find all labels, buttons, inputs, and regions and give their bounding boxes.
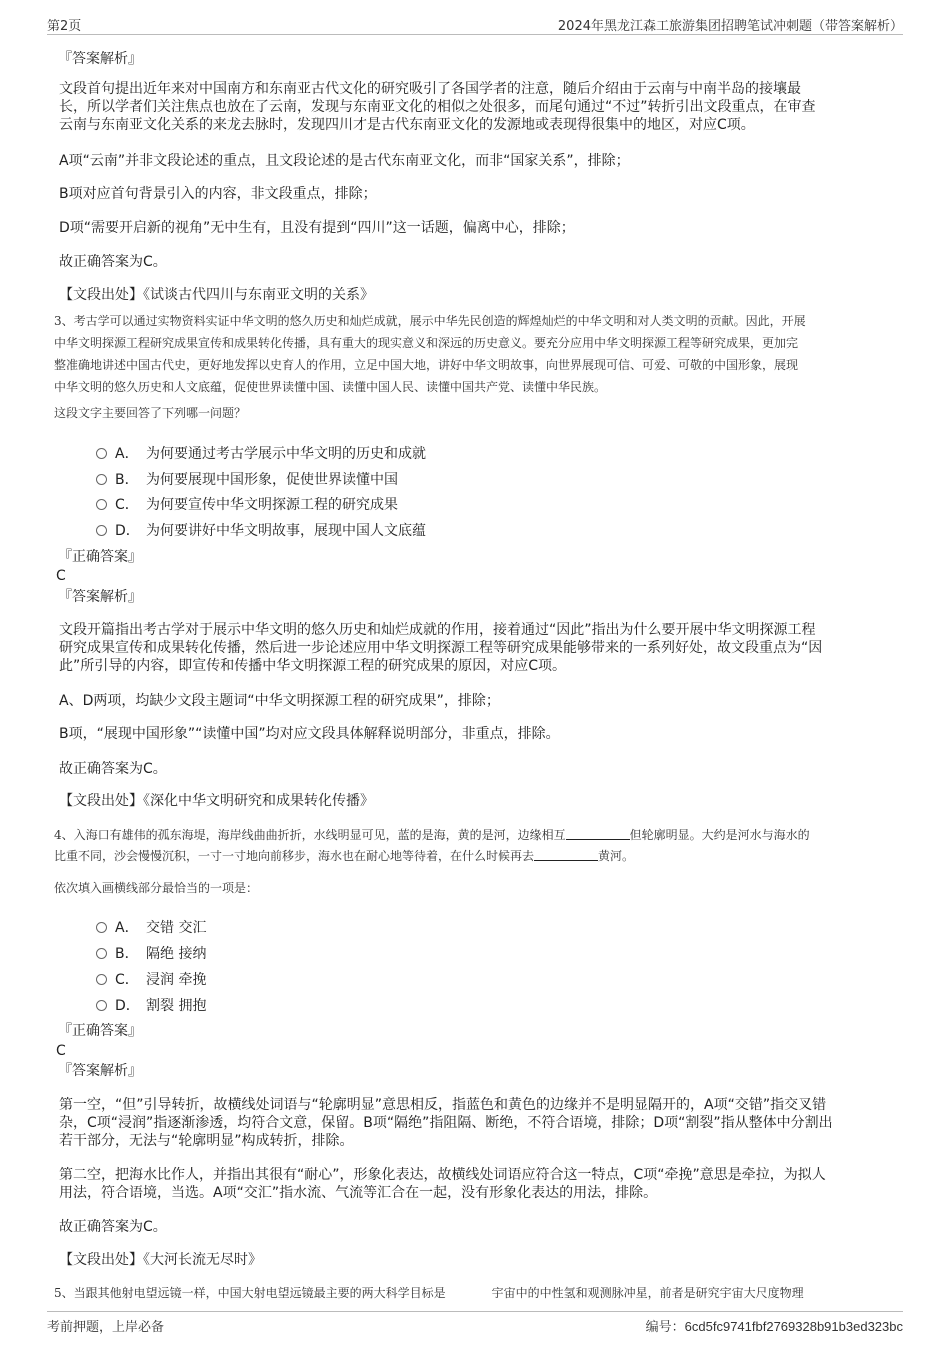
option-text: 为何要通过考古学展示中华文明的历史和成就: [146, 446, 426, 462]
q3-question-text: [54, 310, 899, 398]
q4-conclusion: 故正确答案为C。: [59, 1219, 167, 1235]
radio-icon[interactable]: [96, 1000, 107, 1011]
q4-option-b[interactable]: [96, 943, 206, 963]
option-key: C．: [115, 497, 139, 513]
q4-option-c[interactable]: [96, 969, 206, 989]
document-title: 2024年黑龙江森工旅游集团招聘笔试冲刺题（带答案解析）: [557, 19, 903, 34]
q4-analysis-line: 若干部分，无法与“轮廓明显”构成转折，排除。: [59, 1133, 354, 1149]
q2-analysis-line: 长，所以学者们关注焦点也放在了云南，发现与东南亚文化的相似之处很多，而尾句通过“不过”转折引出文段重点，在审查: [59, 99, 816, 115]
q5-question-text: [54, 1282, 804, 1304]
q3-note-ad: A、D两项，均缺少文段主题词“中华文明探源工程的研究成果”，排除；: [59, 693, 500, 709]
option-text: 为何要宣传中华文明探源工程的研究成果: [146, 497, 398, 513]
q4-text-part: 4、入海口有雄伟的孤东海堤，海岸线曲曲折折，水线明显可见，蓝的是海，黄的是河，边缘相互: [54, 828, 566, 842]
q3-analysis-label: 『答案解析』: [58, 589, 142, 605]
radio-icon[interactable]: [96, 499, 107, 510]
option-key: B．: [115, 946, 139, 962]
q4-source: 【文段出处】《大河长流无尽时》: [59, 1252, 262, 1268]
q3-option-a[interactable]: [96, 443, 426, 463]
q4-option-a[interactable]: [96, 917, 206, 937]
radio-icon[interactable]: [96, 474, 107, 485]
q2-source: 【文段出处】《试谈古代四川与东南亚文明的关系》: [59, 287, 374, 303]
q3-prompt: 这段文字主要回答了下列哪一问题？: [54, 406, 247, 420]
q3-text-line: 中华文明探源工程研究成果宣传和成果转化传播，具有重大的现实意义和深远的历史意义。要充分应用中华文明探源工程等研究成果，更加完: [54, 336, 799, 350]
fill-blank-1: [566, 827, 630, 840]
radio-icon[interactable]: [96, 525, 107, 536]
q3-option-b[interactable]: [96, 469, 398, 489]
option-key: B．: [115, 472, 139, 488]
q4-text-part: 但轮廓明显。大约是河水与海水的: [629, 828, 810, 842]
q3-text-line: 整准确地讲述中国古代史，更好地发挥以史育人的作用，立足中国大地，讲好中华文明故事，向世界展现可信、可爱、可敬的中国形象，展现: [54, 358, 799, 372]
option-key: C．: [115, 972, 139, 988]
option-text: 浸润 牵挽: [146, 972, 207, 988]
q3-option-c[interactable]: [96, 494, 398, 514]
fill-blank-2: [534, 848, 598, 861]
q4-analysis-line: 用法，符合语境，当选。A项“交汇”指水流、气流等汇合在一起，没有形象化表达的用法，排除。: [59, 1185, 658, 1201]
q2-note-b: B项对应首句背景引入的内容，非文段重点，排除；: [59, 186, 377, 202]
q3-text-line: 3、考古学可以通过实物资料实证中华文明的悠久历史和灿烂成就，展示中华先民创造的辉煌灿烂的中华文明和对人类文明的贡献。因此，开展: [54, 314, 806, 328]
q4-text-line-2: [54, 845, 634, 867]
q4-analysis-line: 第一空，“但”引导转折，故横线处词语与“轮廓明显”意思相反，指蓝色和黄色的边缘并不是明显隔开的，A项“交错”指交叉错: [59, 1097, 827, 1113]
q5-text-part: 5、当跟其他射电望远镜一样，中国大射电望远镜最主要的两大科学目标是: [54, 1286, 446, 1300]
q3-source: 【文段出处】《深化中华文明研究和成果转化传播》: [59, 793, 374, 809]
q3-option-d[interactable]: [96, 520, 426, 540]
q4-answer: C: [56, 1043, 66, 1059]
q2-analysis: [59, 80, 894, 134]
option-text: 为何要展现中国形象，促使世界读懂中国: [146, 472, 398, 488]
option-key: A．: [115, 920, 139, 936]
option-key: A．: [115, 446, 139, 462]
document-id-label: 编号：: [645, 1320, 685, 1335]
option-text: 割裂 拥抱: [146, 998, 207, 1014]
q4-analysis-2: [59, 1166, 894, 1202]
q2-analysis-label: 『答案解析』: [58, 51, 142, 67]
option-text: 隔绝 接纳: [146, 946, 207, 962]
q4-analysis-1: [59, 1096, 894, 1150]
q3-analysis: [59, 621, 894, 675]
q2-analysis-line: 文段首句提出近年来对中国南方和东南亚古代文化的研究吸引了各国学者的注意，随后介绍由于云南与中南半岛的接壤最: [59, 81, 801, 97]
q3-text-line: 中华文明的悠久历史和人文底蕴，促使世界读懂中国、读懂中国人民、读懂中国共产党、读懂中华民族。: [54, 380, 607, 394]
q3-conclusion: 故正确答案为C。: [59, 761, 167, 777]
q2-analysis-line: 云南与东南亚文化关系的来龙去脉时，发现四川才是古代东南亚文化的发源地或表现得很集中的地区，对应C项。: [59, 117, 755, 133]
page-number: 第2页: [47, 19, 82, 34]
q3-analysis-line: 文段开篇指出考古学对于展示中华文明的悠久历史和灿烂成就的作用，接着通过“因此”指出为什么要开展中华文明探源工程: [59, 622, 816, 638]
page-footer: [47, 1311, 903, 1334]
q2-note-a: A项“云南”并非文段论述的重点，且文段论述的是古代东南亚文化，而非“国家关系”，排除；: [59, 153, 630, 169]
option-text: 交错 交汇: [146, 920, 207, 936]
q3-analysis-line: 研究成果宣传和成果转化传播，然后进一步论述应用中华文明探源工程等研究成果能够带来的一系列好处，故文段重点为“因: [59, 640, 823, 656]
q4-text-line-1: [54, 824, 810, 846]
q4-correct-label: 『正确答案』: [58, 1023, 142, 1039]
q3-analysis-line: 此”所引导的内容，即宣传和传播中华文明探源工程的研究成果的原因，对应C项。: [59, 658, 567, 674]
q2-conclusion: 故正确答案为C。: [59, 254, 167, 270]
q4-text-part: 比重不同，沙会慢慢沉积，一寸一寸地向前移步，海水也在耐心地等待着，在什么时候再去: [54, 849, 535, 863]
q3-correct-label: 『正确答案』: [58, 549, 142, 565]
radio-icon[interactable]: [96, 922, 107, 933]
radio-icon[interactable]: [96, 448, 107, 459]
option-key: D．: [115, 523, 140, 539]
page-header: [47, 12, 903, 35]
q3-answer: C: [56, 568, 66, 584]
document-id: [646, 1316, 903, 1335]
document-id-value: 6cd5fc9741fbf2769328b91b3ed323bc: [684, 1319, 903, 1334]
q4-prompt: 依次填入画横线部分最恰当的一项是：: [54, 881, 259, 895]
footer-slogan: 考前押题，上岸必备: [47, 1320, 165, 1335]
radio-icon[interactable]: [96, 948, 107, 959]
q2-note-d: D项“需要开启新的视角”无中生有，且没有提到“四川”这一话题，偏离中心，排除；: [59, 220, 575, 236]
q4-analysis-line: 杂，C项“浸润”指逐渐渗透，均符合文意，保留。B项“隔绝”指阻隔、断绝，不符合语境，排除；D项“割裂”指从整体中分割出: [59, 1115, 833, 1131]
radio-icon[interactable]: [96, 974, 107, 985]
option-key: D．: [115, 998, 140, 1014]
q4-option-d[interactable]: [96, 995, 206, 1015]
q5-text-part: 宇宙中的中性氢和观测脉冲星，前者是研究宇宙大尺度物理: [491, 1286, 804, 1300]
q4-analysis-line: 第二空，把海水比作人，并指出其很有“耐心”，形象化表达，故横线处词语应符合这一特点，C项“牵挽”意思是牵拉，为拟人: [59, 1167, 826, 1183]
option-text: 为何要讲好中华文明故事，展现中国人文底蕴: [146, 523, 426, 539]
q3-note-b: B项，“展现中国形象”“读懂中国”均对应文段具体解释说明部分，非重点，排除。: [59, 726, 560, 742]
q4-text-part: 黄河。: [598, 849, 635, 863]
q4-analysis-label: 『答案解析』: [58, 1063, 142, 1079]
